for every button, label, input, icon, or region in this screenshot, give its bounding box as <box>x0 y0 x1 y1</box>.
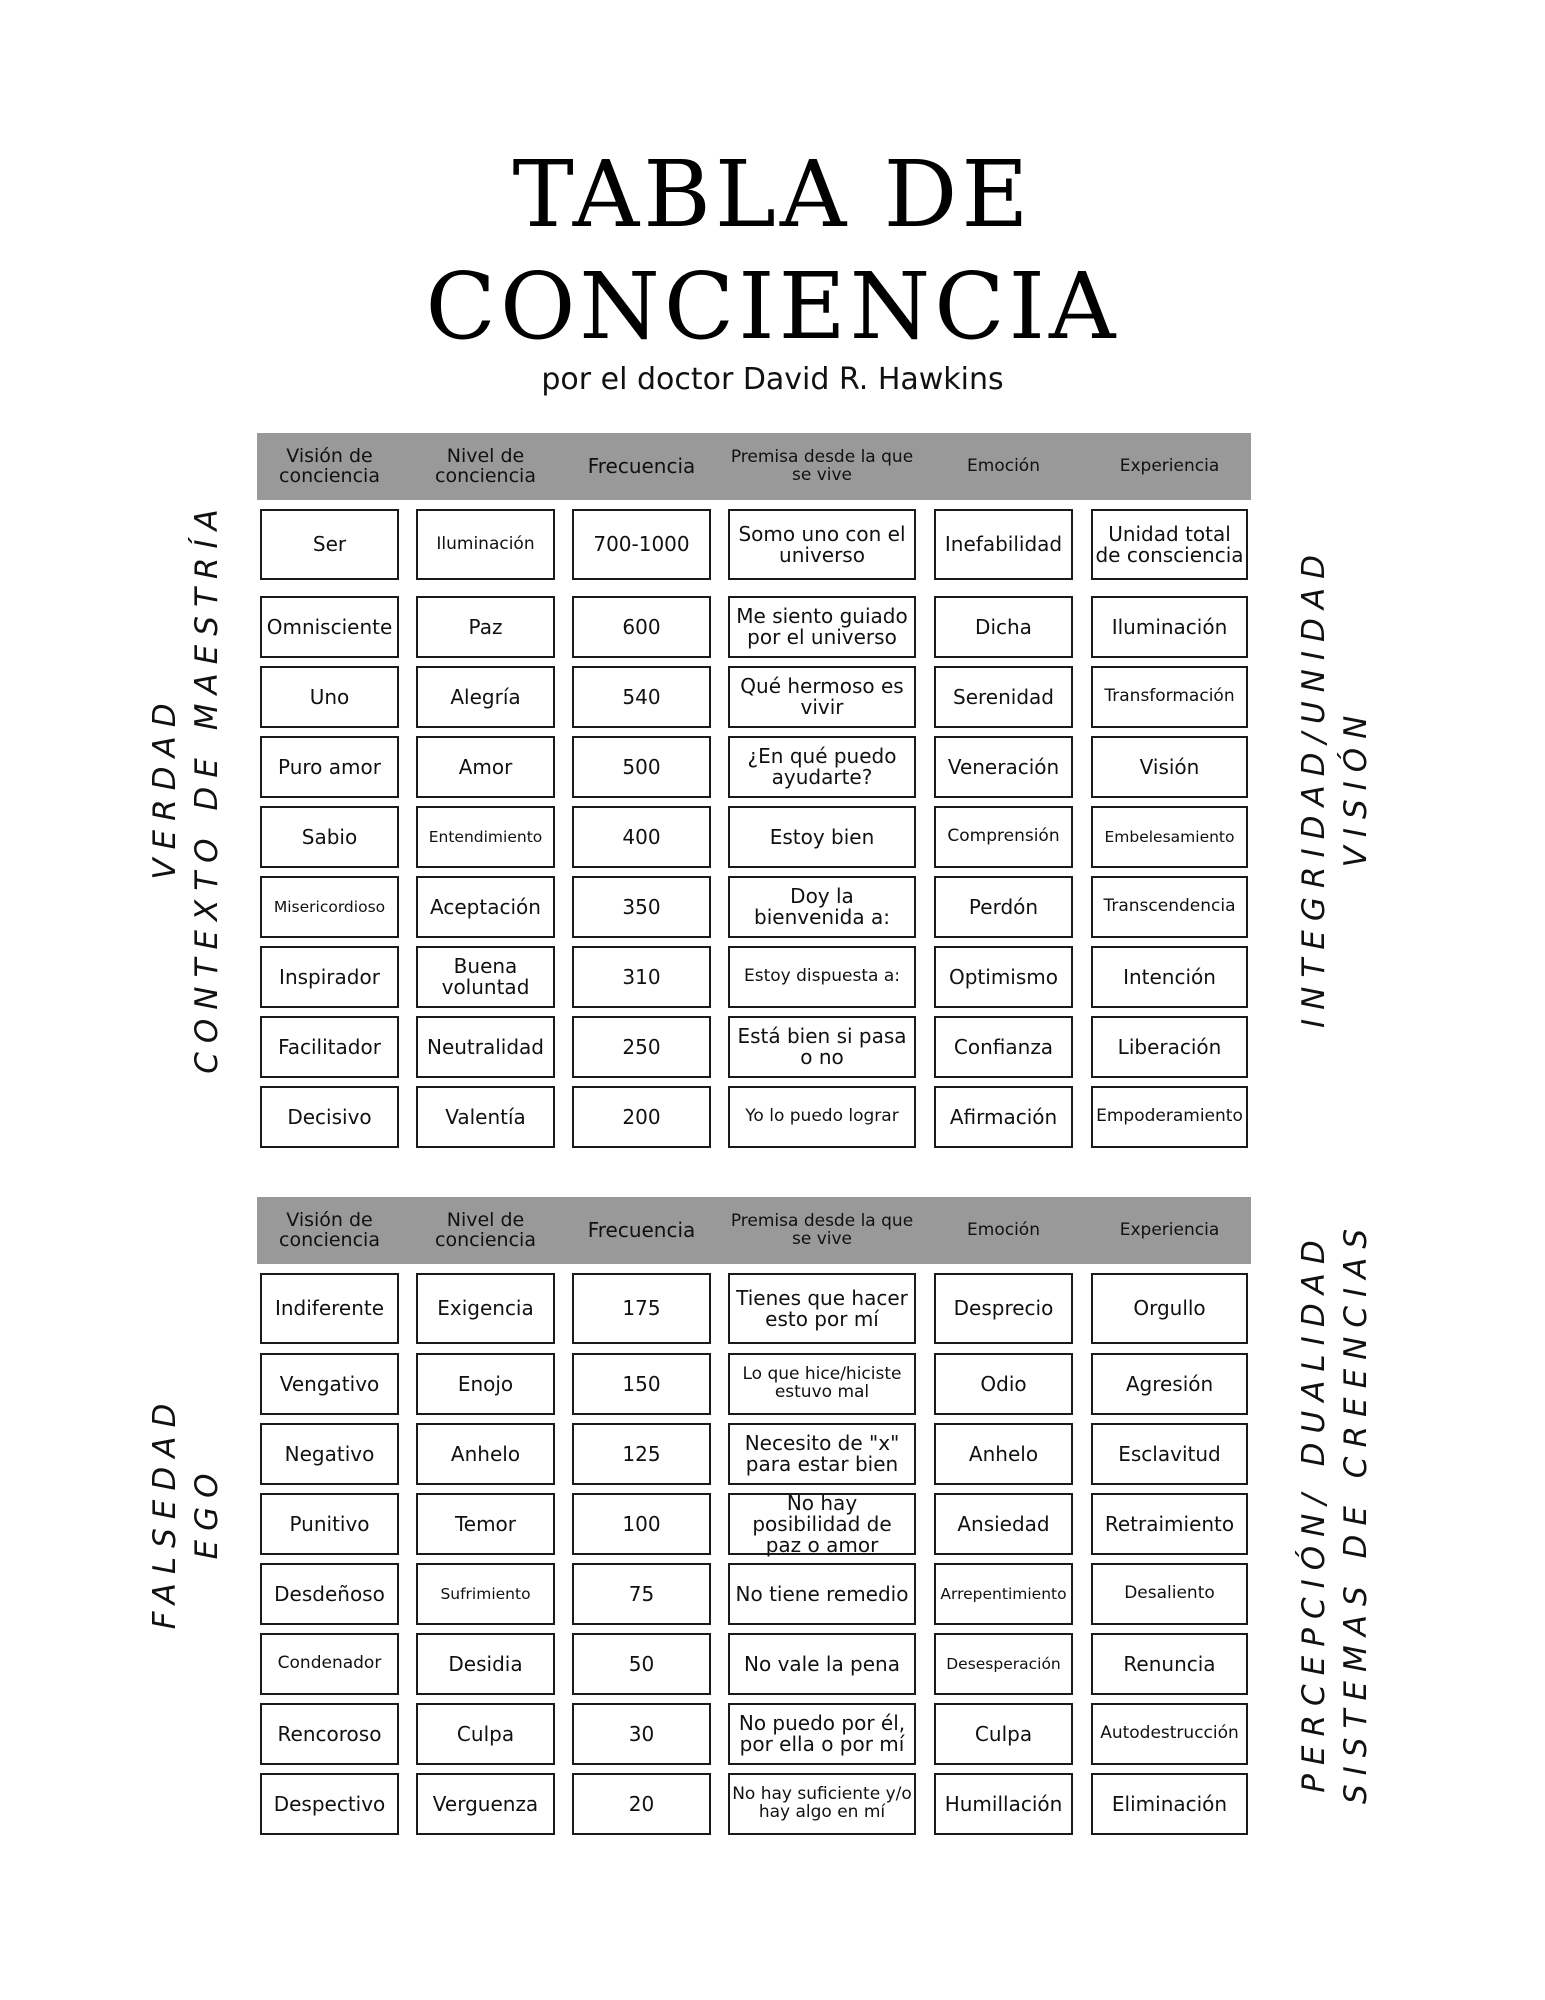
cell-experiencia: Intención <box>1091 946 1248 1008</box>
cell-premisa: Somo uno con el universo <box>728 509 916 580</box>
cell-nivel: Anhelo <box>416 1423 555 1485</box>
cell-nivel: Neutralidad <box>416 1016 555 1078</box>
cell-frecuencia: 75 <box>572 1563 711 1625</box>
cell-emocion: Optimismo <box>934 946 1073 1008</box>
cell-experiencia: Renuncia <box>1091 1633 1248 1695</box>
cell-premisa: Qué hermoso es vivir <box>728 666 916 728</box>
cell-emocion: Anhelo <box>934 1423 1073 1485</box>
table-row <box>257 1016 1251 1078</box>
cell-emocion: Ansiedad <box>934 1493 1073 1555</box>
side-label-line: FALSEDAD <box>147 1394 184 1630</box>
cell-nivel: Alegría <box>416 666 555 728</box>
cell-emocion: Odio <box>934 1353 1073 1415</box>
table-row <box>257 1773 1251 1835</box>
cell-premisa: Necesito de "x" para estar bien <box>728 1423 916 1485</box>
cell-frecuencia: 500 <box>572 736 711 798</box>
cell-nivel: Paz <box>416 596 555 658</box>
cell-nivel: Aceptación <box>416 876 555 938</box>
table-row <box>257 806 1251 868</box>
cell-emocion: Afirmación <box>934 1086 1073 1148</box>
cell-nivel: Exigencia <box>416 1273 555 1344</box>
cell-vision: Uno <box>260 666 399 728</box>
cell-premisa: Tienes que hacer esto por mí <box>728 1273 916 1344</box>
cell-emocion: Inefabilidad <box>934 509 1073 580</box>
header-experiencia: Experiencia <box>1119 1219 1220 1240</box>
cell-emocion: Serenidad <box>934 666 1073 728</box>
table-row <box>257 1703 1251 1765</box>
cell-vision: Rencoroso <box>260 1703 399 1765</box>
cell-premisa: Doy la bienvenida a: <box>728 876 916 938</box>
cell-nivel: Desidia <box>416 1633 555 1695</box>
cell-emocion: Comprensión <box>934 806 1073 868</box>
cell-vision: Decisivo <box>260 1086 399 1148</box>
cell-frecuencia: 310 <box>572 946 711 1008</box>
cell-premisa: Yo lo puedo lograr <box>728 1086 916 1148</box>
cell-premisa: Estoy bien <box>728 806 916 868</box>
header-emocion: Emoción <box>967 1219 1040 1240</box>
page-subtitle: por el doctor David R. Hawkins <box>541 362 1004 397</box>
page-title-line-2: CONCIENCIA <box>425 253 1120 360</box>
cell-experiencia: Esclavitud <box>1091 1423 1248 1485</box>
cell-emocion: Culpa <box>934 1703 1073 1765</box>
side-label-falsedad <box>145 1395 229 1630</box>
table-bottom <box>257 1197 1251 1822</box>
cell-premisa: No hay suficiente y/o hay algo en mí <box>728 1773 916 1835</box>
cell-vision: Negativo <box>260 1423 399 1485</box>
table-row <box>257 1563 1251 1625</box>
side-label-percepcion <box>1294 1220 1378 1804</box>
cell-vision: Vengativo <box>260 1353 399 1415</box>
cell-experiencia: Embelesamiento <box>1091 806 1248 868</box>
cell-emocion: Desesperación <box>934 1633 1073 1695</box>
side-label-line: SISTEMAS DE CREENCIAS <box>1338 1219 1374 1805</box>
cell-experiencia: Transcendencia <box>1091 876 1248 938</box>
cell-premisa: No puedo por él, por ella o por mí <box>728 1703 916 1765</box>
header-frecuencia: Frecuencia <box>587 1218 696 1242</box>
table-row <box>257 1353 1251 1415</box>
cell-vision: Indiferente <box>260 1273 399 1344</box>
cell-vision: Facilitador <box>260 1016 399 1078</box>
cell-nivel: Culpa <box>416 1703 555 1765</box>
cell-nivel: Sufrimiento <box>416 1563 555 1625</box>
table-row <box>257 666 1251 728</box>
cell-nivel: Enojo <box>416 1353 555 1415</box>
cell-nivel: Verguenza <box>416 1773 555 1835</box>
cell-vision: Desdeñoso <box>260 1563 399 1625</box>
header-nivel: Nivel de conciencia <box>435 1208 536 1251</box>
cell-experiencia: Unidad total de consciencia <box>1091 509 1248 580</box>
cell-emocion: Perdón <box>934 876 1073 938</box>
header-nivel: Nivel de conciencia <box>435 444 536 487</box>
cell-vision: Ser <box>260 509 399 580</box>
cell-frecuencia: 250 <box>572 1016 711 1078</box>
table-row <box>257 876 1251 938</box>
cell-frecuencia: 50 <box>572 1633 711 1695</box>
cell-nivel: Valentía <box>416 1086 555 1148</box>
cell-nivel: Amor <box>416 736 555 798</box>
header-premisa: Premisa desde la que se vive <box>730 446 914 485</box>
cell-frecuencia: 30 <box>572 1703 711 1765</box>
side-label-line: PERCEPCIÓN/ DUALIDAD <box>1296 1231 1333 1793</box>
cell-vision: Sabio <box>260 806 399 868</box>
cell-vision: Condenador <box>260 1633 399 1695</box>
cell-vision: Omnisciente <box>260 596 399 658</box>
cell-emocion: Arrepentimiento <box>934 1563 1073 1625</box>
cell-premisa: Lo que hice/hiciste estuvo mal <box>728 1353 916 1415</box>
cell-nivel: Temor <box>416 1493 555 1555</box>
table-row <box>257 946 1251 1008</box>
table-row <box>257 509 1251 580</box>
cell-frecuencia: 100 <box>572 1493 711 1555</box>
cell-experiencia: Desaliento <box>1091 1563 1248 1625</box>
table-row <box>257 1490 1251 1557</box>
cell-experiencia: Agresión <box>1091 1353 1248 1415</box>
cell-nivel: Iluminación <box>416 509 555 580</box>
cell-vision: Inspirador <box>260 946 399 1008</box>
table-top <box>257 433 1251 1129</box>
cell-premisa: No hay posibilidad de paz o amor <box>728 1493 916 1555</box>
cell-emocion: Confianza <box>934 1016 1073 1078</box>
cell-experiencia: Autodestrucción <box>1091 1703 1248 1765</box>
header-vision: Visión de conciencia <box>279 1208 380 1251</box>
table-row <box>257 736 1251 798</box>
cell-frecuencia: 200 <box>572 1086 711 1148</box>
cell-emocion: Desprecio <box>934 1273 1073 1344</box>
cell-vision: Punitivo <box>260 1493 399 1555</box>
header-emocion: Emoción <box>967 455 1040 476</box>
cell-frecuencia: 540 <box>572 666 711 728</box>
cell-premisa: ¿En qué puedo ayudarte? <box>728 736 916 798</box>
cell-experiencia: Iluminación <box>1091 596 1248 658</box>
page-title-line-1: TABLA DE <box>512 141 1033 248</box>
side-label-integridad <box>1294 546 1378 1028</box>
side-label-line: INTEGRIDAD/UNIDAD <box>1296 546 1333 1028</box>
cell-experiencia: Eliminación <box>1091 1773 1248 1835</box>
cell-experiencia: Visión <box>1091 736 1248 798</box>
cell-vision: Puro amor <box>260 736 399 798</box>
cell-emocion: Dicha <box>934 596 1073 658</box>
cell-experiencia: Orgullo <box>1091 1273 1248 1344</box>
side-label-line: VERDAD <box>147 694 184 880</box>
cell-experiencia: Transformación <box>1091 666 1248 728</box>
cell-premisa: Está bien si pasa o no <box>728 1016 916 1078</box>
cell-experiencia: Empoderamiento <box>1091 1086 1248 1148</box>
cell-experiencia: Retraimiento <box>1091 1493 1248 1555</box>
table-row <box>257 1086 1251 1148</box>
cell-nivel: Buena voluntad <box>416 946 555 1008</box>
cell-premisa: Estoy dispuesta a: <box>728 946 916 1008</box>
cell-emocion: Veneración <box>934 736 1073 798</box>
cell-frecuencia: 125 <box>572 1423 711 1485</box>
header-frecuencia: Frecuencia <box>587 454 696 478</box>
side-label-line: EGO <box>189 1464 225 1560</box>
side-label-line: CONTEXTO DE MAESTRÍA <box>189 500 225 1074</box>
cell-vision: Despectivo <box>260 1773 399 1835</box>
side-label-verdad <box>145 500 229 1074</box>
cell-experiencia: Liberación <box>1091 1016 1248 1078</box>
cell-frecuencia: 20 <box>572 1773 711 1835</box>
header-premisa: Premisa desde la que se vive <box>730 1210 914 1249</box>
cell-frecuencia: 400 <box>572 806 711 868</box>
cell-premisa: No tiene remedio <box>728 1563 916 1625</box>
cell-premisa: Me siento guiado por el universo <box>728 596 916 658</box>
header-vision: Visión de conciencia <box>279 444 380 487</box>
table-header <box>257 1197 1251 1264</box>
table-row <box>257 596 1251 658</box>
cell-frecuencia: 175 <box>572 1273 711 1344</box>
cell-vision: Misericordioso <box>260 876 399 938</box>
cell-frecuencia: 350 <box>572 876 711 938</box>
cell-premisa: No vale la pena <box>728 1633 916 1695</box>
cell-nivel: Entendimiento <box>416 806 555 868</box>
cell-frecuencia: 600 <box>572 596 711 658</box>
table-header <box>257 433 1251 500</box>
table-row <box>257 1423 1251 1485</box>
table-row <box>257 1273 1251 1344</box>
table-row <box>257 1633 1251 1695</box>
cell-emocion: Humillación <box>934 1773 1073 1835</box>
cell-frecuencia: 150 <box>572 1353 711 1415</box>
header-experiencia: Experiencia <box>1119 455 1220 476</box>
side-label-line: VISIÓN <box>1338 706 1374 868</box>
cell-frecuencia: 700-1000 <box>572 509 711 580</box>
